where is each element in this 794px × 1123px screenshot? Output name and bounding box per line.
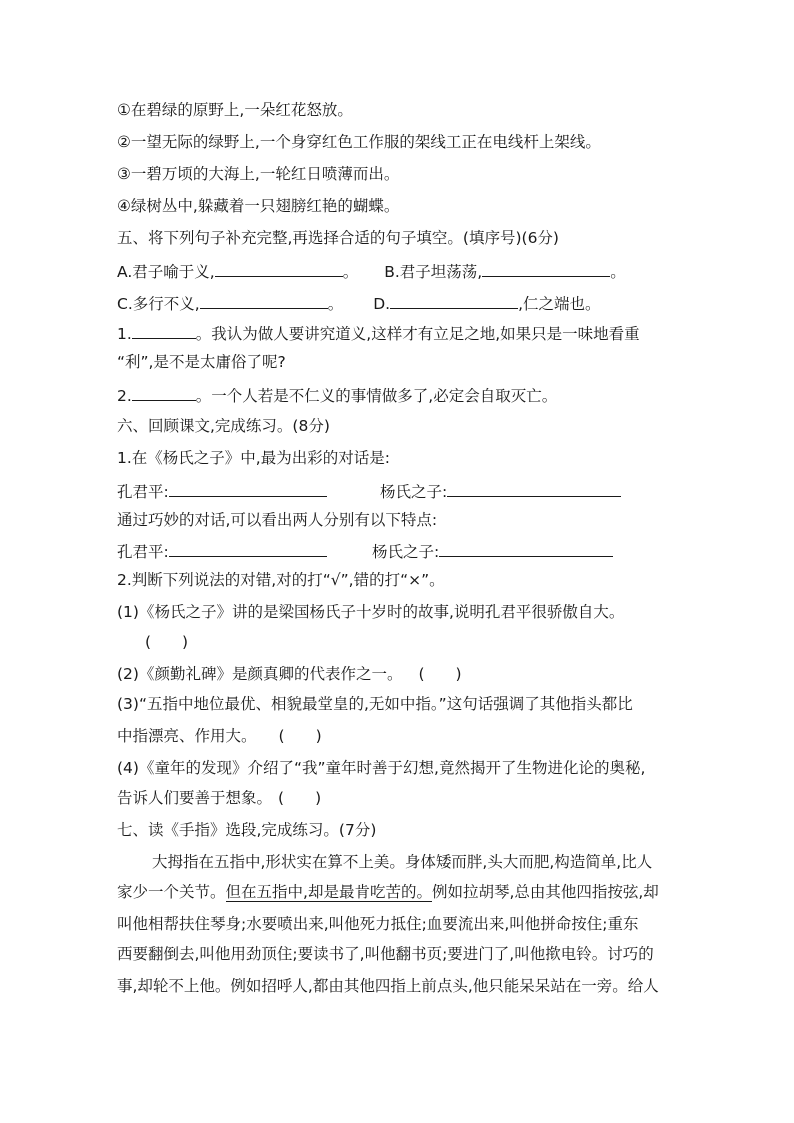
option-d-end: ,仁之端也。 bbox=[518, 295, 601, 313]
kong-label-2: 孔君平: bbox=[117, 543, 169, 561]
passage-line-2b: 例如拉胡琴,总由其他四指按弦,却 bbox=[431, 883, 659, 901]
sentence-2: ②一望无际的绿野上,一个身穿红色工作服的架线工正在电线杆上架线。 bbox=[117, 133, 601, 151]
kong-blank-2[interactable] bbox=[169, 540, 327, 557]
option-d-blank[interactable] bbox=[390, 292, 518, 309]
judge-4-cont-text: 告诉人们要善于想象。 bbox=[117, 789, 273, 807]
judge-2-paren[interactable]: ( ) bbox=[418, 665, 462, 683]
section6-q2: 2.判断下列说法的对错,对的打“√”,错的打“×”。 bbox=[117, 571, 445, 589]
section6-title: 六、回顾课文,完成练习。(8分) bbox=[117, 417, 330, 435]
yang-blank-1[interactable] bbox=[447, 480, 621, 497]
section7-title: 七、读《手指》选段,完成练习。(7分) bbox=[117, 821, 377, 839]
passage-line-4: 西要翻倒去,叫他用劲顶住;要读书了,叫他翻书页;要进门了,叫他揿电铃。讨巧的 bbox=[117, 945, 654, 963]
option-b-label: B.君子坦荡荡, bbox=[384, 263, 483, 281]
yang-blank-2[interactable] bbox=[439, 540, 613, 557]
q2-text: 。一个人若是不仁义的事情做多了,必定会自取灭亡。 bbox=[195, 387, 558, 405]
section5-row-ab bbox=[117, 260, 626, 282]
section5-q1-cont: “利”,是不是太庸俗了呢? bbox=[117, 353, 286, 371]
sentence-4: ④绿树丛中,躲藏着一只翅膀红艳的蝴蝶。 bbox=[117, 197, 400, 215]
option-c-blank[interactable] bbox=[200, 292, 328, 309]
traits-row bbox=[117, 540, 327, 562]
judge-4-cont bbox=[117, 788, 321, 808]
option-a-end: 。 bbox=[342, 263, 359, 281]
yang-label-2: 杨氏之子: bbox=[372, 543, 440, 561]
passage-line-5: 事,却轮不上他。例如招呼人,都由其他四指上前点头,他只能呆呆站在一旁。给人 bbox=[117, 977, 659, 995]
sentence-3: ③一碧万顷的大海上,一轮红日喷薄而出。 bbox=[117, 165, 400, 183]
q2-number: 2. bbox=[117, 387, 132, 405]
judge-3: (3)“五指中地位最优、相貌最堂皇的,无如中指。”这句话强调了其他指头都比 bbox=[117, 695, 633, 713]
passage-line-3: 叫他相帮扶住琴身;水要喷出来,叫他死力抵住;血要流出来,叫他拼命按住;重东 bbox=[117, 915, 639, 933]
sentence-1: ①在碧绿的原野上,一朵红花怒放。 bbox=[117, 101, 353, 119]
q1-blank[interactable] bbox=[132, 322, 196, 339]
q1-number: 1. bbox=[117, 325, 132, 343]
section5-q1 bbox=[117, 322, 640, 344]
section5-q2 bbox=[117, 384, 557, 406]
judge-2-text: (2)《颜勤礼碑》是颜真卿的代表作之一。 bbox=[117, 665, 403, 683]
section6-q1: 1.在《杨氏之子》中,最为出彩的对话是: bbox=[117, 449, 390, 467]
q1-text: 。我认为做人要讲究道义,这样才有立足之地,如果只是一味地看重 bbox=[195, 325, 640, 343]
option-a-blank[interactable] bbox=[215, 260, 343, 277]
option-a-label: A.君子喻于义, bbox=[117, 263, 215, 281]
yang-row-1 bbox=[380, 480, 621, 502]
judge-2 bbox=[117, 664, 462, 684]
section5-row-cd bbox=[117, 292, 601, 314]
judge-3-cont-text: 中指漂亮、作用大。 bbox=[117, 727, 257, 745]
option-c-label: C.多行不义, bbox=[117, 295, 200, 313]
option-d-label: D. bbox=[373, 295, 391, 313]
option-b-blank[interactable] bbox=[482, 260, 610, 277]
traits-line: 通过巧妙的对话,可以看出两人分别有以下特点: bbox=[117, 511, 438, 529]
kong-blank-1[interactable] bbox=[169, 480, 327, 497]
passage-line-1: 大拇指在五指中,形状实在算不上美。身体矮而胖,头大而肥,构造简单,比人 bbox=[152, 853, 653, 871]
judge-3-paren[interactable]: ( ) bbox=[278, 727, 322, 745]
passage-underlined-sentence: 但在五指中,却是最肯吃苦的。 bbox=[225, 883, 432, 901]
passage-line-2a: 家少一个关节。 bbox=[117, 883, 226, 901]
yang-row-2 bbox=[372, 540, 613, 562]
judge-4-paren[interactable]: ( ) bbox=[278, 789, 322, 807]
passage-line-2 bbox=[117, 882, 659, 902]
option-b-end: 。 bbox=[610, 263, 626, 281]
option-c-end: 。 bbox=[327, 295, 344, 313]
q2-blank[interactable] bbox=[132, 384, 196, 401]
judge-1-paren[interactable]: ( ) bbox=[145, 633, 189, 651]
judge-1: (1)《杨氏之子》讲的是梁国杨氏子十岁时的故事,说明孔君平很骄傲自大。 bbox=[117, 603, 625, 621]
dialogue-row bbox=[117, 480, 327, 502]
section5-title: 五、将下列句子补充完整,再选择合适的句子填空。(填序号)(6分) bbox=[117, 229, 559, 247]
yang-label-1: 杨氏之子: bbox=[380, 483, 448, 501]
judge-4: (4)《童年的发现》介绍了“我”童年时善于幻想,竟然揭开了生物进化论的奥秘, bbox=[117, 759, 646, 777]
kong-label-1: 孔君平: bbox=[117, 483, 169, 501]
judge-3-cont bbox=[117, 726, 322, 746]
